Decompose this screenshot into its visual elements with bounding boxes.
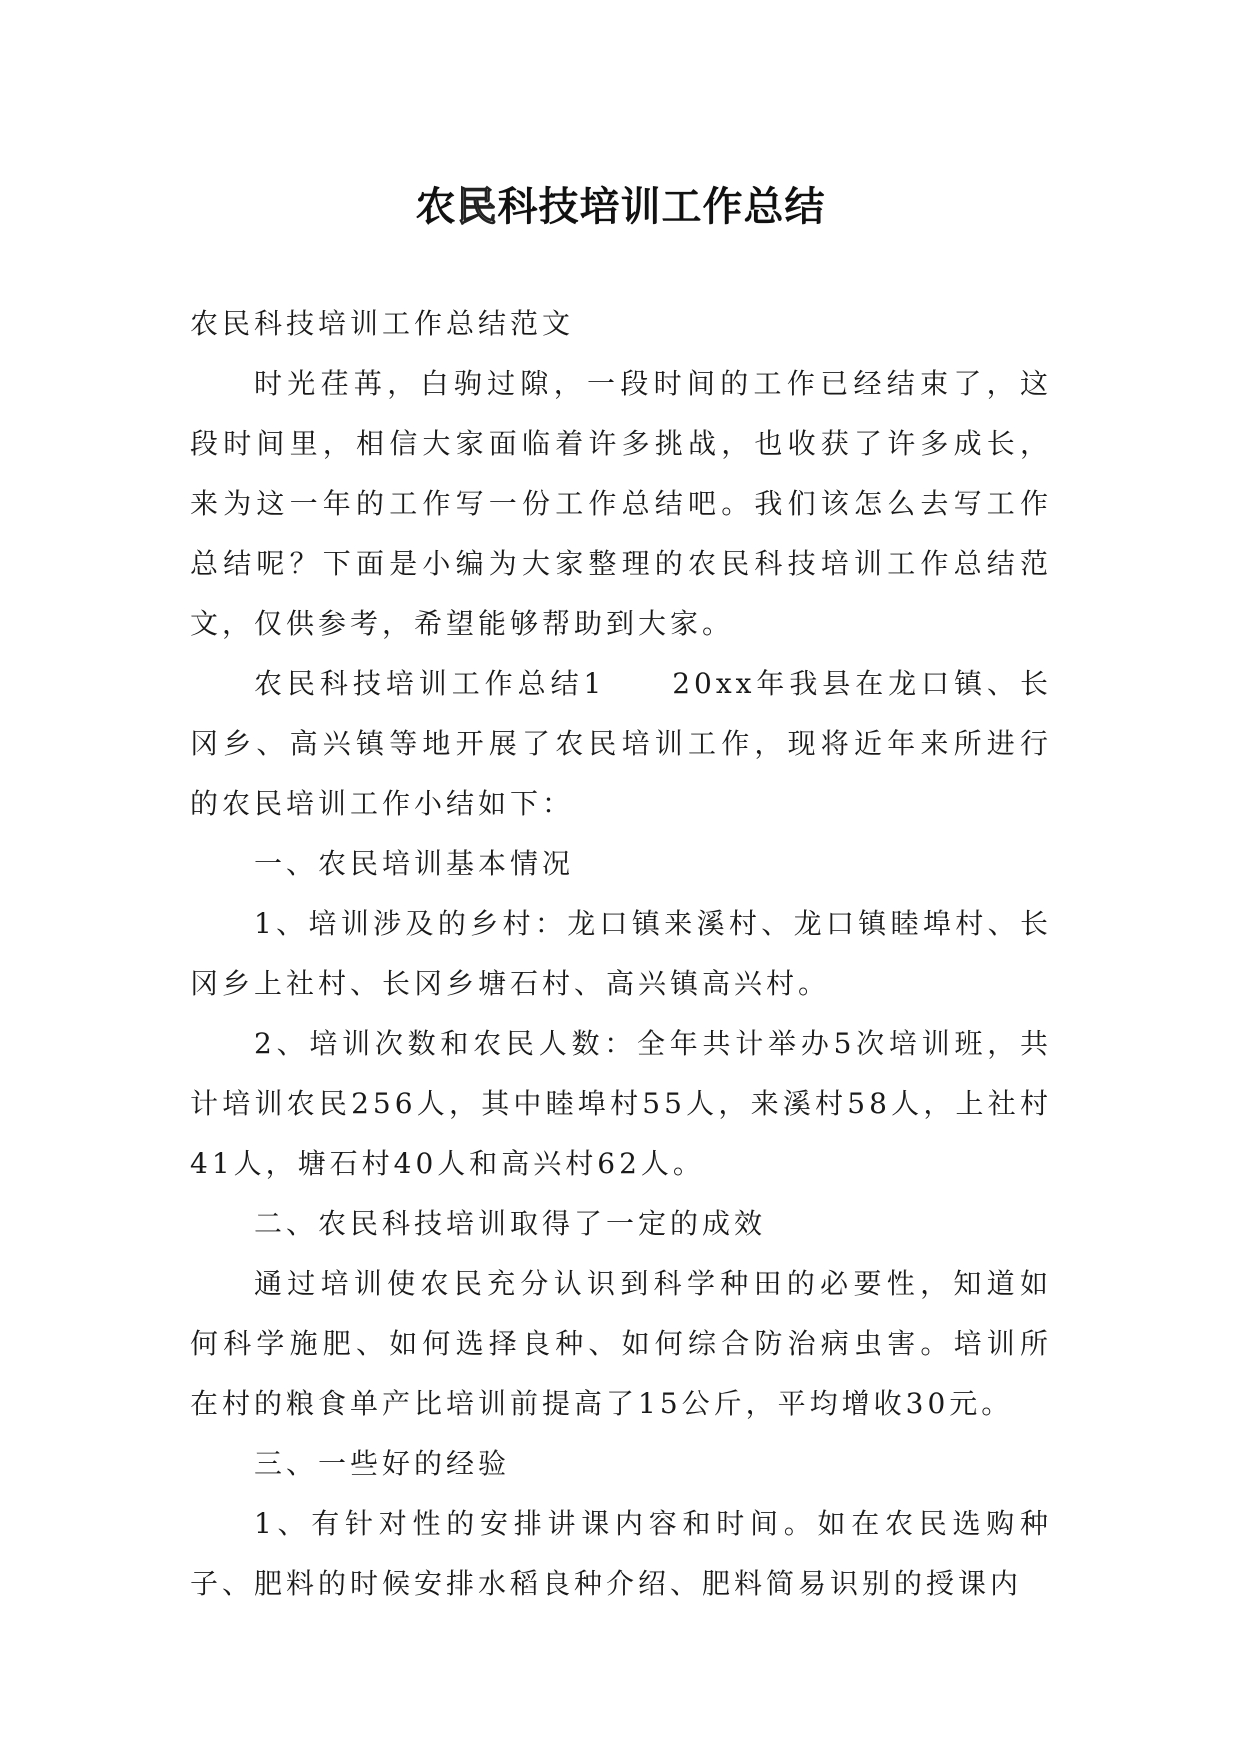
document-body [190, 294, 1052, 1614]
paragraph-results: 通过培训使农民充分认识到科学种田的必要性，知道如何科学施肥、如何选择良种、如何综合防治病虫害。培训所在村的粮食单产比培训前提高了15公斤，平均增收30元。 [190, 1267, 1052, 1420]
paragraph-summary-1: 农民科技培训工作总结1 20xx年我县在龙口镇、长冈乡、高兴镇等地开展了农民培训工作，现将近年来所进行的农民培训工作小结如下： [190, 667, 1052, 820]
section-heading-3: 三、一些好的经验 [254, 1447, 511, 1480]
paragraph-experience-1: 1、有针对性的安排讲课内容和时间。如在农民选购种子、肥料的时候安排水稻良种介绍、肥料简易识别的授课内 [190, 1507, 1052, 1600]
section-heading-1: 一、农民培训基本情况 [254, 847, 575, 880]
title-suffix: 科技培训工作总结 [497, 183, 826, 230]
paragraph-intro: 时光荏苒，白驹过隙，一段时间的工作已经结束了，这段时间里，相信大家面临着许多挑战，也收获了许多成长，来为这一年的工作写一份工作总结吧。我们该怎么去写工作总结呢？下面是小编为大家整理的农民科技培训工作总结范文，仅供参考，希望能够帮助到大家。 [190, 367, 1052, 640]
paragraph-subtitle: 农民科技培训工作总结范文 [190, 307, 575, 340]
section-heading-2: 二、农民科技培训取得了一定的成效 [254, 1207, 767, 1240]
paragraph-villages: 1、培训涉及的乡村：龙口镇来溪村、龙口镇睦埠村、长冈乡上社村、长冈乡塘石村、高兴镇高兴村。 [190, 907, 1052, 1000]
title-hollow-char: 民 [456, 183, 498, 230]
document-title [0, 177, 1241, 237]
paragraph-training-counts: 2、培训次数和农民人数：全年共计举办5次培训班，共计培训农民256人，其中睦埠村55人，来溪村58人，上社村41人，塘石村40人和高兴村62人。 [190, 1027, 1052, 1180]
title-prefix: 农 [415, 183, 457, 230]
